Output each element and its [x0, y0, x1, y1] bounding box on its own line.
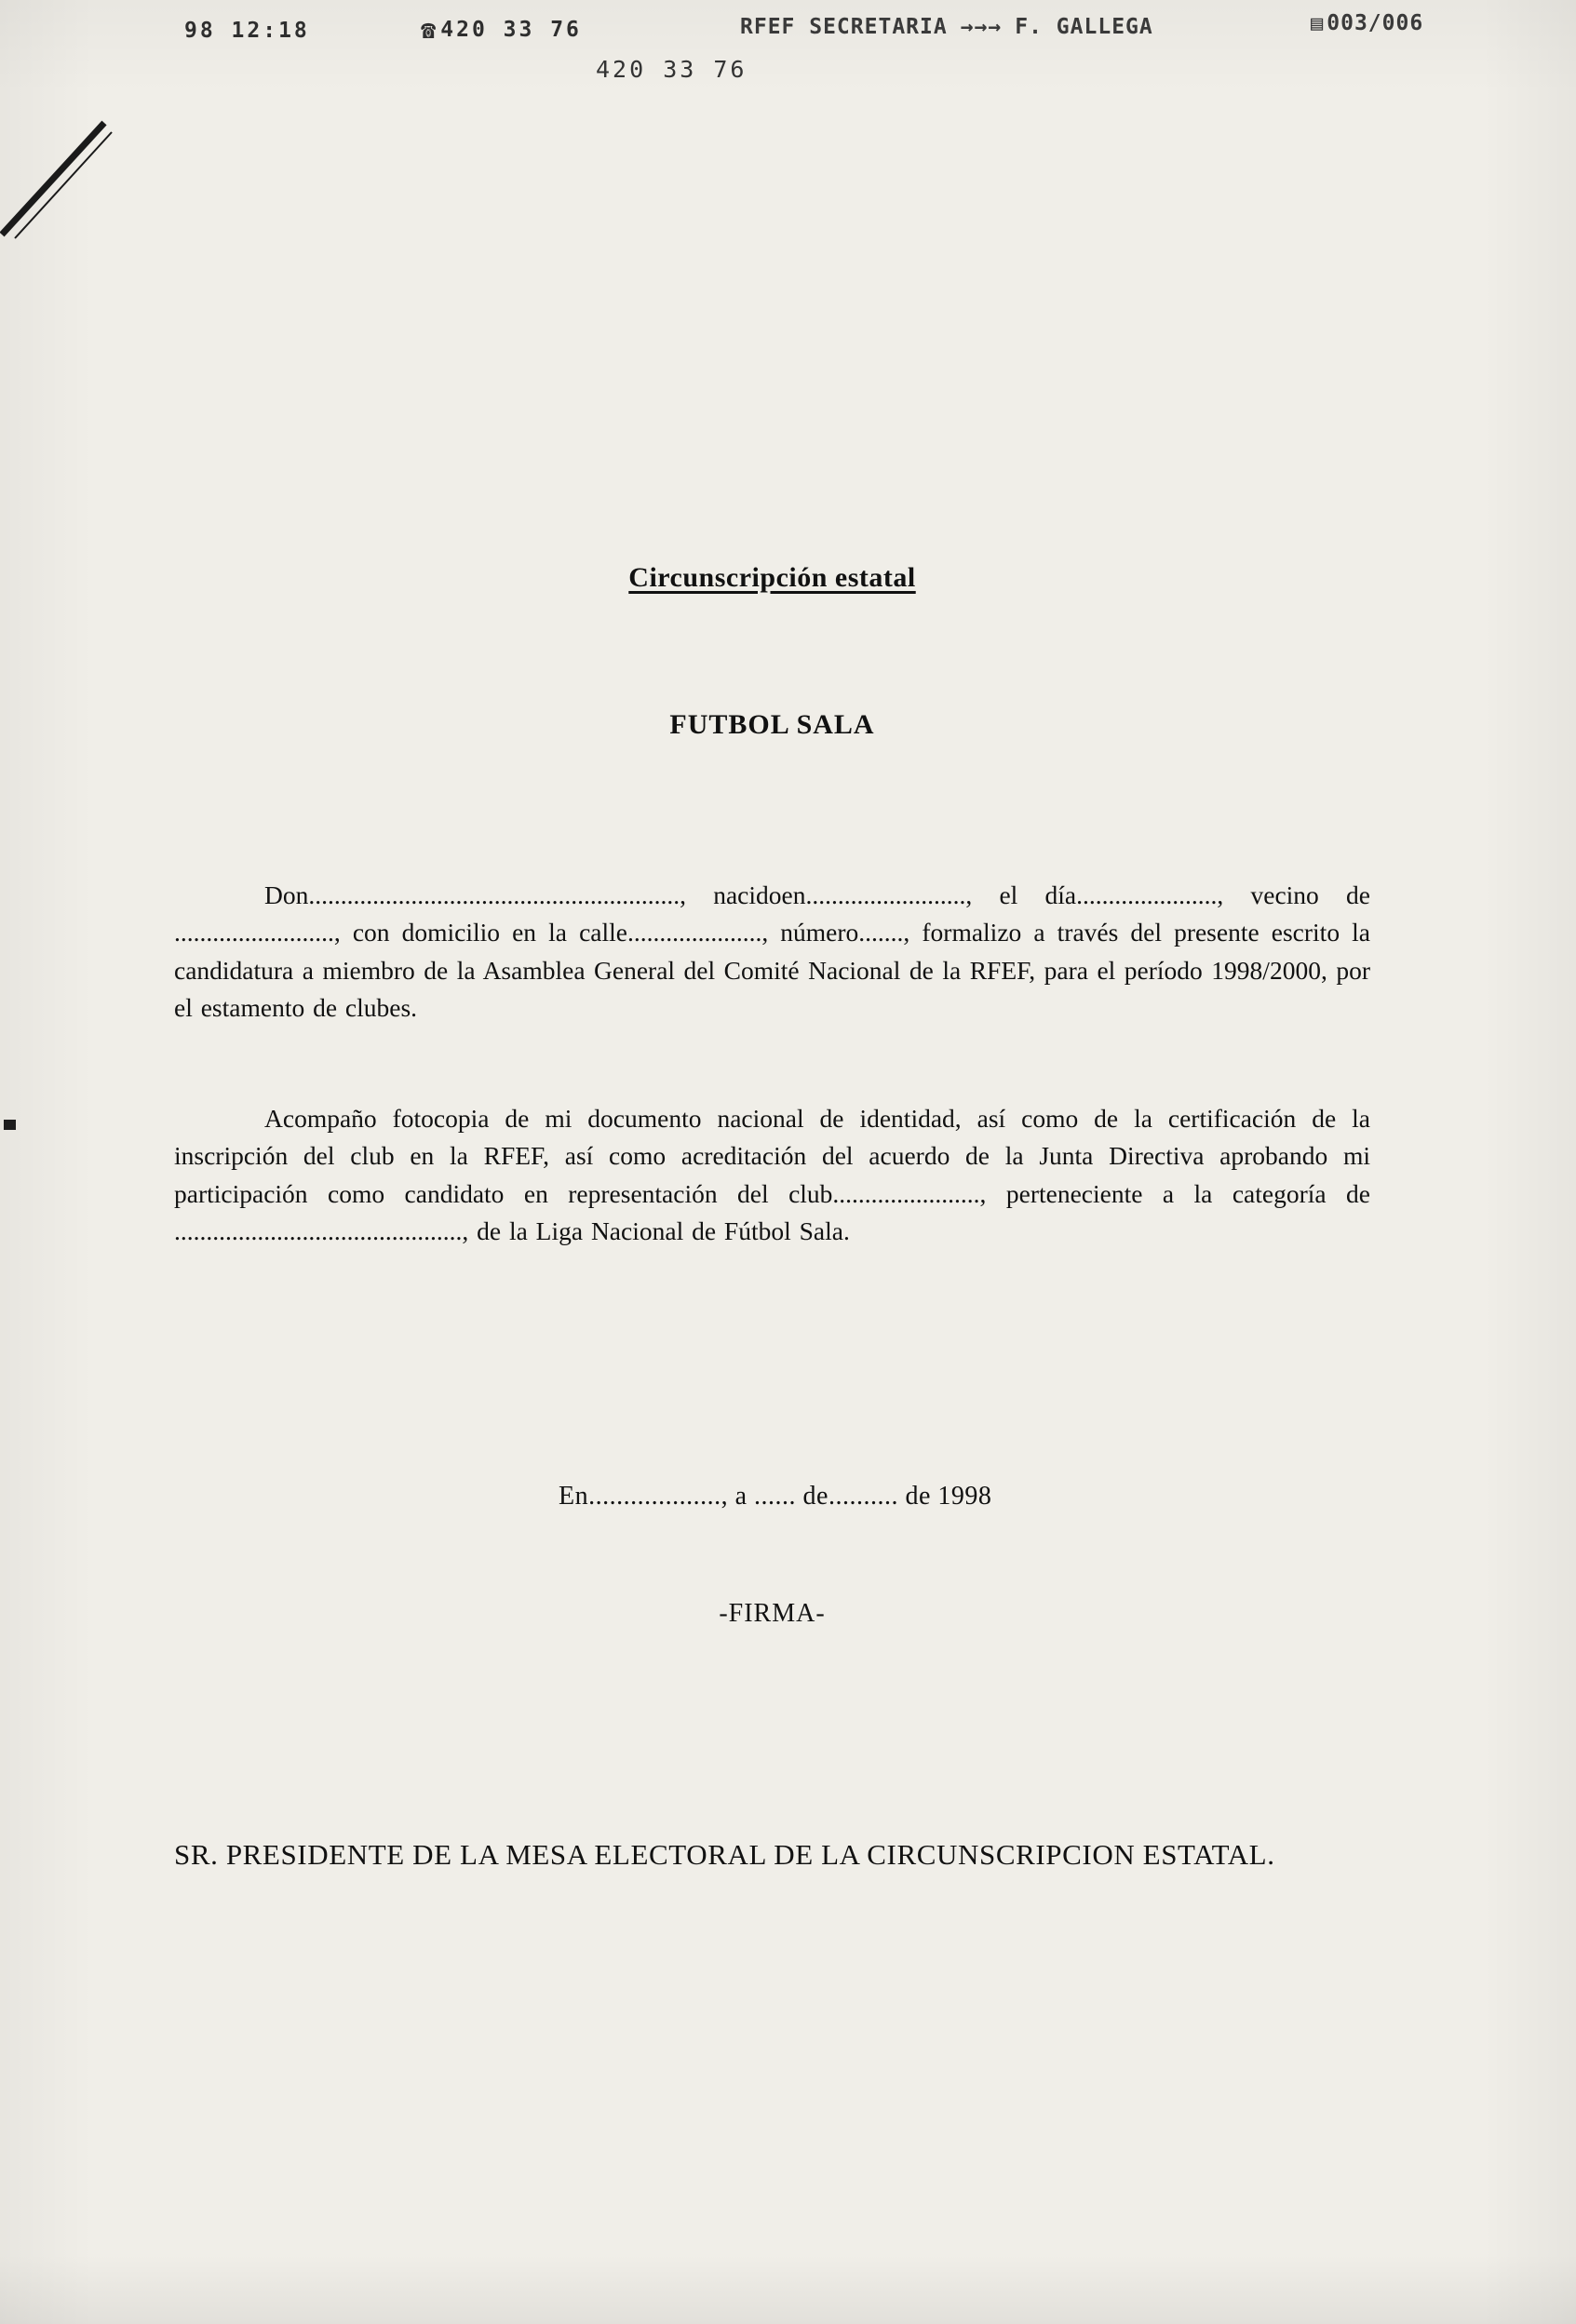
fax-dialed-number: 420 33 76 — [596, 56, 748, 83]
fax-phone-number: 420 33 76 — [440, 18, 582, 42]
addressee-line: SR. PRESIDENTE DE LA MESA ELECTORAL DE LA CIRCUNSCRIPCION ESTATAL. — [174, 1838, 1275, 1871]
corner-slash-artifact — [0, 0, 149, 279]
ink-speck — [4, 1120, 16, 1130]
fax-page-count: 003/006 — [1327, 11, 1424, 35]
document-title: Circunscripción estatal — [628, 562, 916, 593]
fax-phone-line — [421, 16, 582, 45]
candidacy-paragraph: Don.........................................................., nacidoen........................., el día......................, vecino de ........................., con domicilio en la calle....................., número......., formalizo a través del presente escrito la candidatura a miembro de la Asamblea General del Comité Nacional de la RFEF, para el período 1998/2000, por el estamento de clubes. — [174, 880, 1370, 1022]
phone-icon: ☎ — [421, 16, 439, 45]
fax-transmission-header — [0, 0, 1576, 93]
fax-arrows-icon: →→→ — [960, 15, 1003, 39]
fax-timestamp: 98 12:18 — [184, 19, 310, 43]
date-place-line: En..................., a ...... de.......... de 1998 — [559, 1482, 992, 1511]
attachments-paragraph: Acompaño fotocopia de mi documento nacional de identidad, así como de la certificación de la inscripción del club en la RFEF, así como acreditación del acuerdo de la Junta Directiva aprobando mi participación como candidato en representación del club......................., perteneciente a la categoría de ............................................., de la Liga Nacional de Fútbol Sala. — [174, 1103, 1370, 1245]
fax-recipient: F. GALLEGA — [1015, 15, 1153, 39]
page-count-icon: ▤ — [1311, 12, 1325, 35]
fax-page-counter — [1311, 11, 1423, 35]
fax-route-line — [740, 15, 1166, 39]
document-subtitle: FUTBOL SALA — [669, 709, 875, 740]
fax-sender: RFEF SECRETARIA — [740, 15, 948, 39]
signature-label: -FIRMA- — [719, 1599, 826, 1628]
